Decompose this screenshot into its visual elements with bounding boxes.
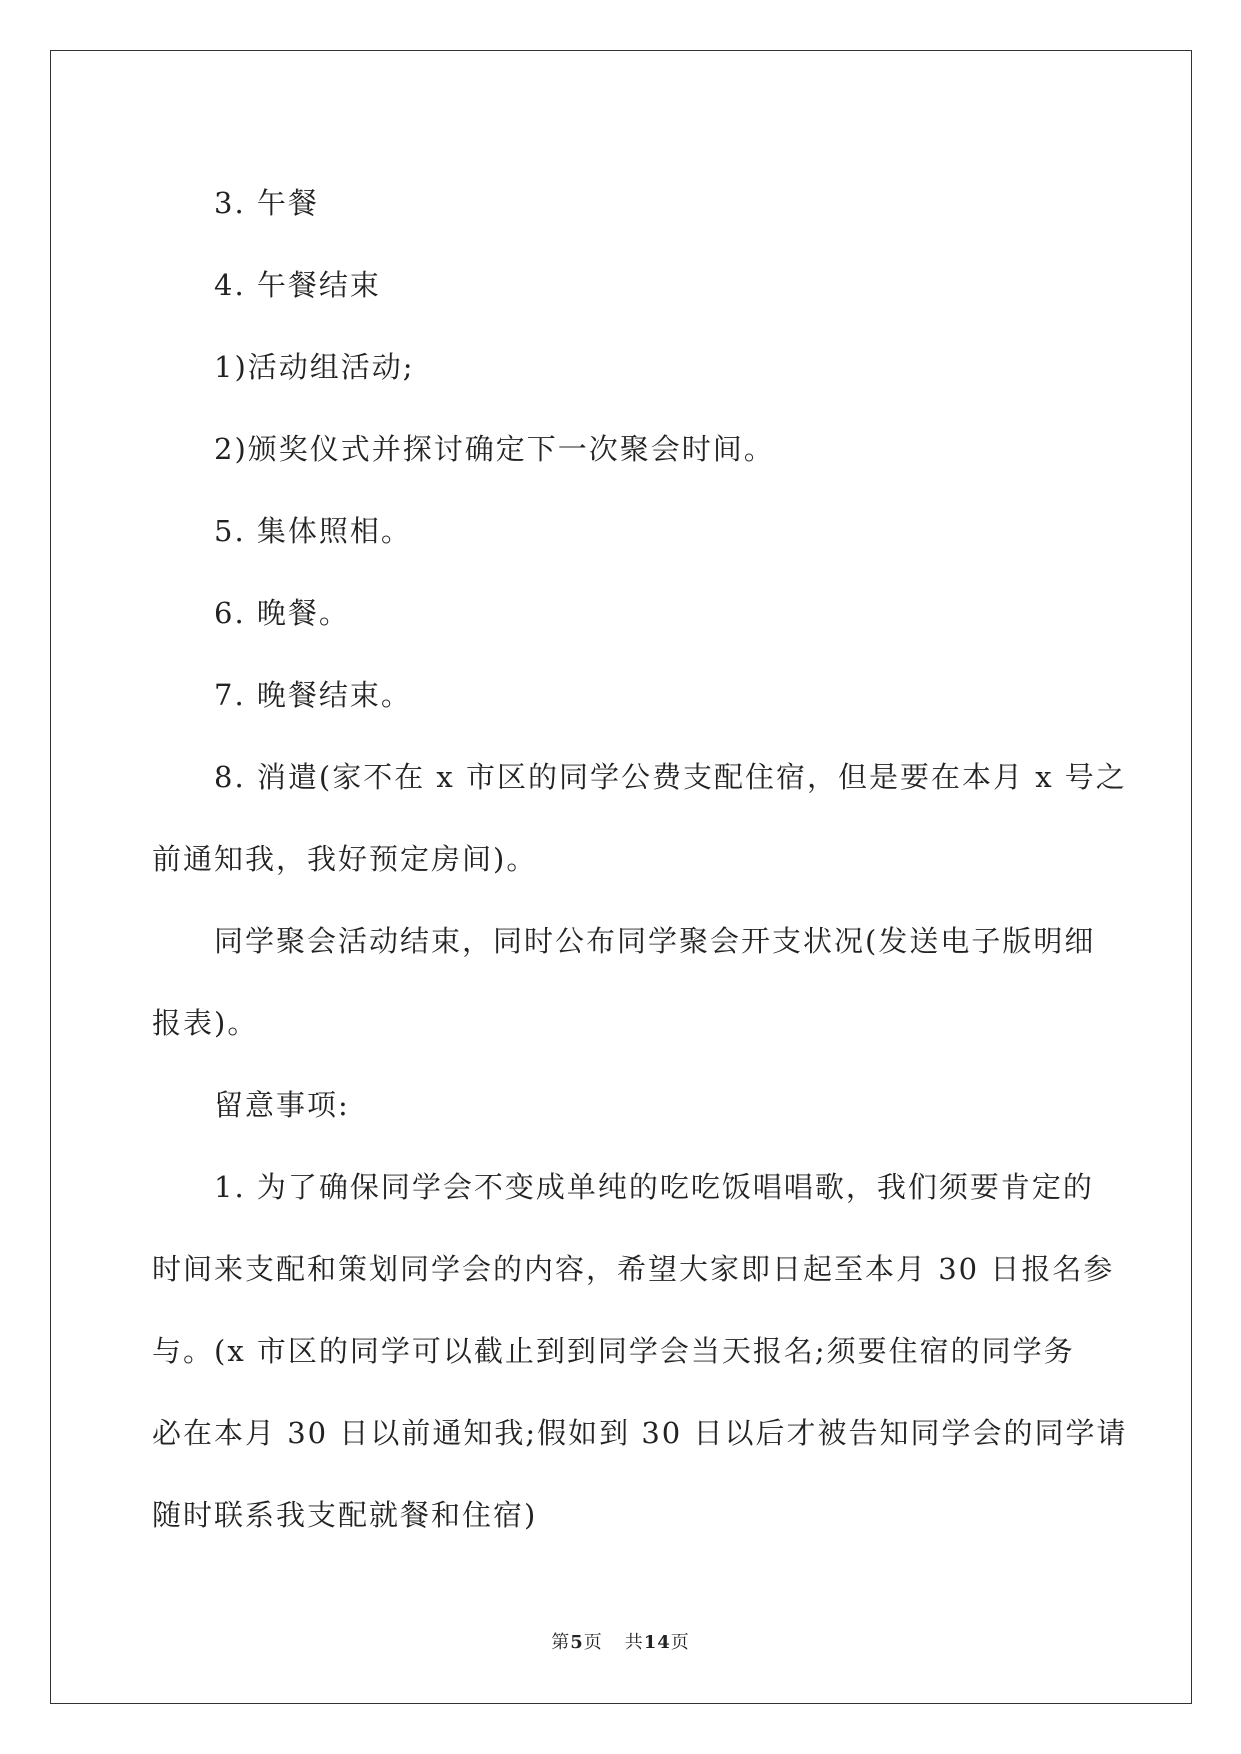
list-item-lunch-end: 4. 午餐结束 [214,268,381,302]
footer-prefix: 第 [551,1632,571,1653]
sub-item-activities: 1)活动组活动; [214,350,415,384]
note-1-line4: 必在本月 30 日以前通知我;假如到 30 日以后才被告知同学会的同学请 [152,1416,1128,1450]
paragraph-closing-line2: 报表)。 [152,1006,259,1040]
note-1-line1: 1. 为了确保同学会不变成单纯的吃吃饭唱唱歌，我们须要肯定的 [214,1170,1094,1204]
document-body [152,162,1128,1556]
sub-item-awards: 2)颁奖仪式并探讨确定下一次聚会时间。 [214,432,775,466]
note-1-line5: 随时联系我支配就餐和住宿) [152,1498,538,1532]
footer-page-suffix: 页 [583,1632,603,1653]
current-page-number: 5 [570,1632,584,1653]
total-page-number: 14 [643,1632,671,1653]
footer-total-prefix: 共 [624,1632,644,1653]
note-1-line3: 与。(x 市区的同学可以截止到到同学会当天报名;须要住宿的同学务 [152,1334,1075,1368]
footer-total-suffix: 页 [670,1632,690,1653]
paragraph-leisure-line1: 8. 消遣(家不在 x 市区的同学公费支配住宿，但是要在本月 x 号之 [214,760,1127,794]
page-footer [0,1628,1241,1654]
list-item-group-photo: 5. 集体照相。 [214,514,412,548]
list-item-dinner: 6. 晚餐。 [214,596,350,630]
list-item-lunch: 3. 午餐 [214,186,319,220]
paragraph-leisure-line2: 前通知我，我好预定房间)。 [152,842,538,876]
notes-heading: 留意事项: [214,1088,350,1122]
note-1-line2: 时间来支配和策划同学会的内容，希望大家即日起至本月 30 日报名参 [152,1252,1115,1286]
paragraph-closing-line1: 同学聚会活动结束，同时公布同学聚会开支状况(发送电子版明细 [214,924,1096,958]
list-item-dinner-end: 7. 晚餐结束。 [214,678,412,712]
